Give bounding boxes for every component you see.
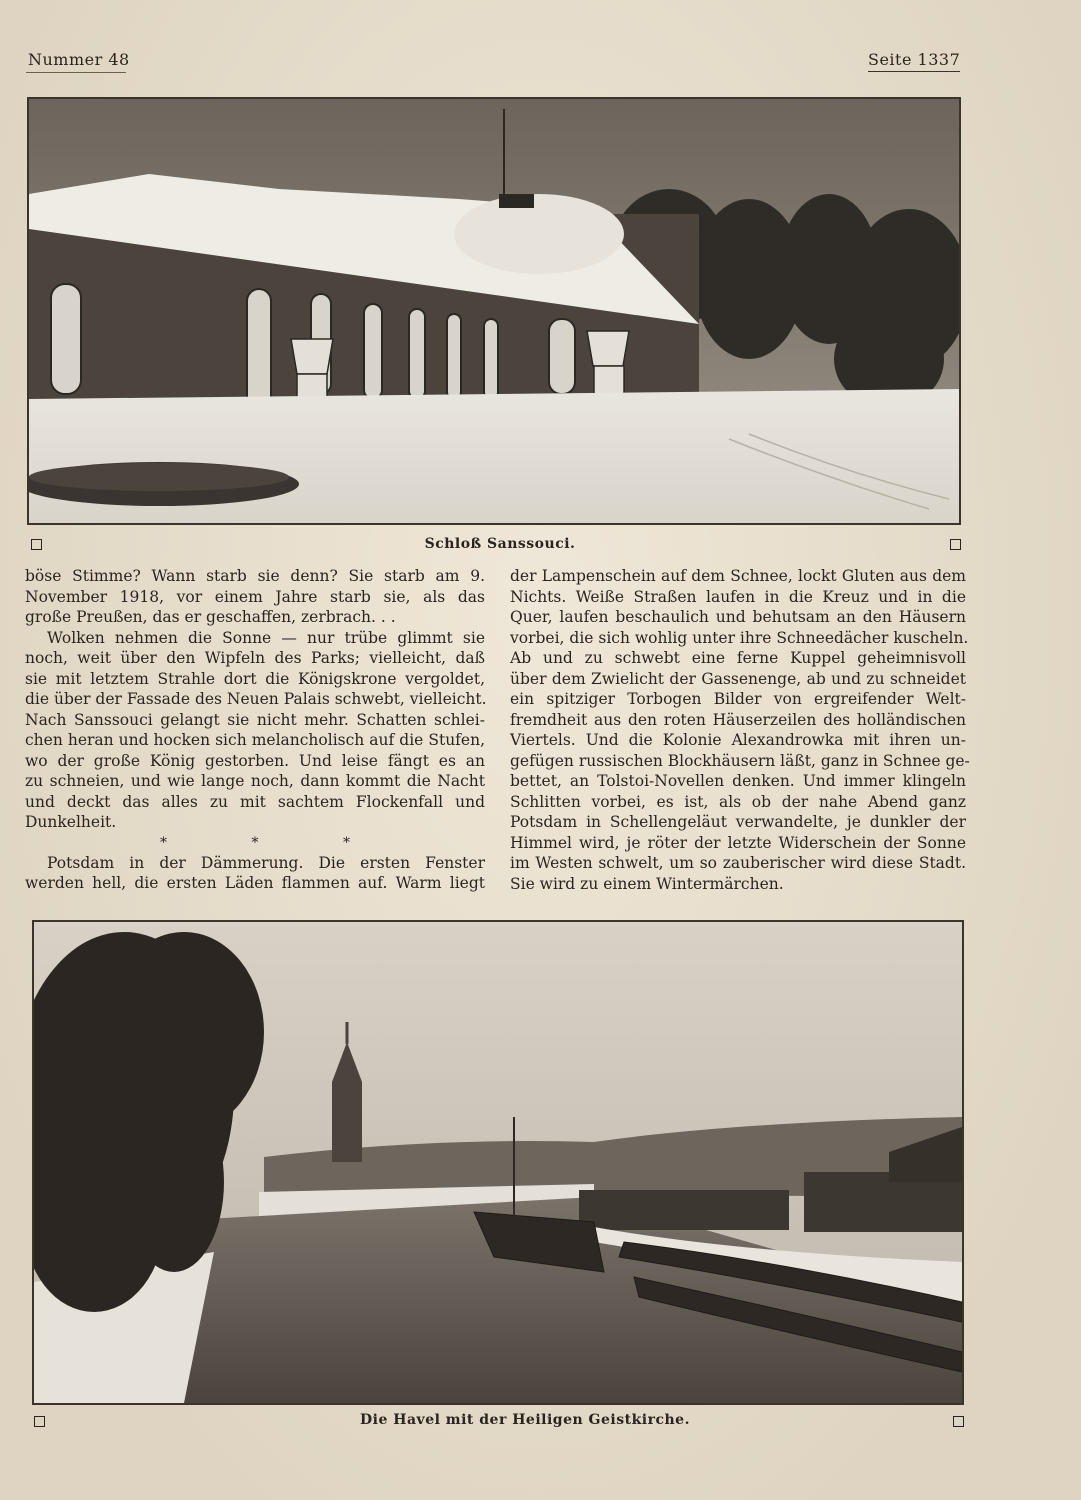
sanssouci-caption: Schloß Sanssouci. [424, 536, 576, 552]
caption-marker-right [950, 539, 961, 550]
text-line: über dem Zwielicht der Gassenenge, ab und zu schneidet [510, 669, 966, 688]
page-number: Seite 1337 [868, 50, 960, 72]
text-line: Wolken nehmen die Sonne — nur trübe glimmt sie [47, 628, 485, 647]
section-separator: * * * [160, 834, 390, 851]
text-line: Quer, laufen beschaulich und behutsam an den Häusern [510, 608, 966, 626]
text-line: böse Stimme? Wann starb sie denn? Sie starb am 9. [25, 567, 485, 585]
text-line: fremdheit aus den roten Häuserzeilen des holländischen [510, 710, 966, 729]
text-line: chen heran und hocken sich melancholisch auf die Stufen, [25, 731, 485, 749]
text-line: zu schneien, und wie lange noch, dann kommt die Nacht [25, 772, 485, 790]
text-line: wo der große König gestorben. Und leise fängt es an [25, 751, 485, 770]
text-line: Potsdam in der Dämmerung. Die ersten Fenster [47, 853, 485, 872]
text-line: Schlitten vorbei, es ist, als ob der nahe Abend ganz [510, 792, 966, 811]
caption-marker-left [34, 1416, 45, 1427]
text-line: Potsdam in Schellengeläut verwandelte, je dunkler der [510, 813, 966, 831]
text-line: sie mit letztem Strahle dort die Königskrone vergoldet, [25, 669, 485, 688]
article-column-left [25, 566, 485, 894]
text-line: Dunkelheit. [25, 813, 117, 831]
havel-photo [32, 920, 964, 1405]
text-line: der Lampenschein auf dem Schnee, lockt Gluten aus dem [510, 567, 966, 585]
header-rule [26, 72, 126, 73]
text-line: Himmel wird, je röter der letzte Widerschein der Sonne [510, 833, 966, 852]
caption-marker-right [953, 1416, 964, 1427]
text-line: November 1918, vor einem Jahre starb sie, als das [25, 587, 485, 606]
text-line: bettet, an Tolstoi-Novellen denken. Und immer klingeln [510, 772, 966, 790]
text-line: Ab und zu schwebt eine ferne Kuppel geheimnisvoll [510, 649, 966, 667]
text-line: die über der Fassade des Neuen Palais schwebt, vielleicht. [25, 690, 487, 708]
text-line: werden hell, die ersten Läden flammen auf. Warm liegt [25, 874, 485, 892]
text-line: und deckt das alles zu mit sachtem Flockenfall und [25, 792, 485, 811]
text-line: Nach Sanssouci gelangt sie nicht mehr. Schatten schlei- [25, 710, 485, 729]
text-line: im Westen schwelt, um so zauberischer wird diese Stadt. [510, 854, 966, 872]
text-line: Viertels. Und die Kolonie Alexandrowka mit ihren un- [510, 731, 966, 749]
text-line: vorbei, die sich wohlig unter ihre Schneedächer kuscheln. [510, 628, 969, 647]
text-line: Nichts. Weiße Straßen laufen in die Kreuz und in die [510, 587, 966, 606]
issue-number: Nummer 48 [28, 50, 130, 69]
article-column-right [510, 566, 970, 894]
text-line: Sie wird zu einem Wintermärchen. [510, 874, 784, 893]
text-line: noch, weit über den Wipfeln des Parks; vielleicht, daß [25, 649, 485, 667]
text-line: ein spitziger Torbogen Bilder von ergreifender Welt- [510, 690, 966, 708]
text-line: gefügen russischen Blockhäusern läßt, ganz in Schnee ge- [510, 751, 970, 770]
havel-caption: Die Havel mit der Heiligen Geistkirche. [360, 1412, 690, 1428]
text-line: große Preußen, das er geschaffen, zerbrach. . . [25, 608, 396, 626]
caption-marker-left [31, 539, 42, 550]
sanssouci-photo [27, 97, 961, 525]
